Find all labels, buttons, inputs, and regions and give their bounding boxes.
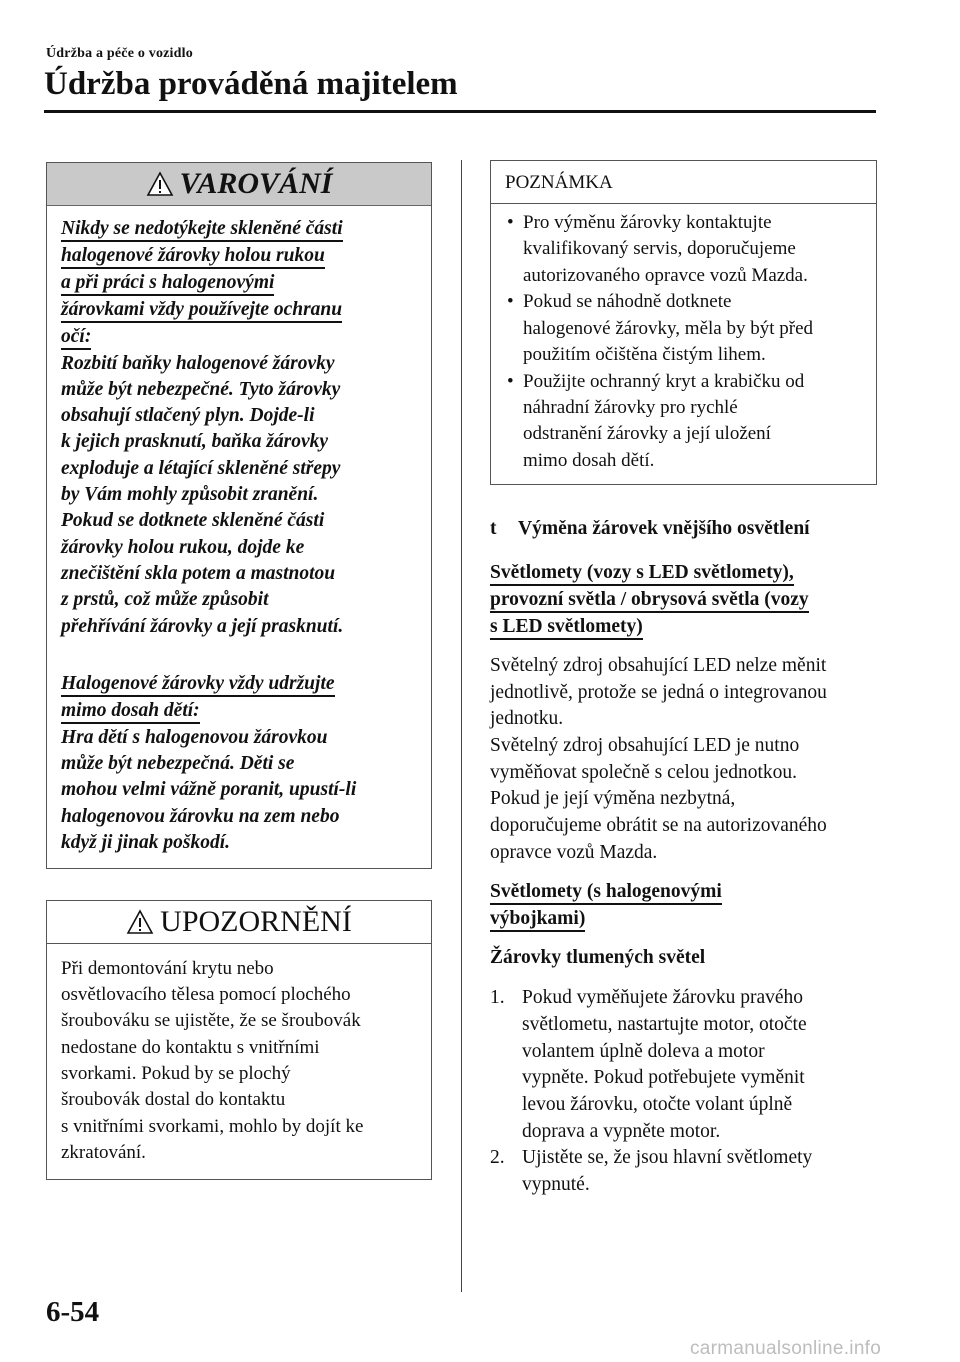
note-divider (491, 203, 876, 204)
warning-triangle-icon (146, 171, 174, 197)
warning-text-line: žárovkami vždy používejte ochranu (61, 299, 342, 323)
warning-text-line: znečištění skla potem a mastnotou (61, 563, 336, 584)
warning-text-line: z prstů, což může způsobit (61, 589, 269, 610)
step-text-line: vypněte. Pokud potřebujete vyměnit (522, 1067, 805, 1088)
step-number: 2. (490, 1147, 505, 1168)
caution-text-line: osvětlovacího tělesa pomocí plochého (61, 984, 351, 1005)
halogen-heading-line: výbojkami) (490, 908, 585, 932)
caution-text-line: šroubovák dostal do kontaktu (61, 1089, 286, 1110)
note-box (490, 160, 877, 485)
note-text-line: autorizovaného opravce vozů Mazda. (523, 265, 808, 286)
column-divider (461, 160, 462, 1292)
warning-text-line: by Vám mohly způsobit zranění. (61, 484, 319, 505)
note-text-line: kvalifikovaný servis, doporučujeme (523, 238, 796, 259)
section-title: Výměna žárovek vnějšího osvětlení (518, 518, 810, 539)
bullet-icon: • (507, 291, 514, 312)
watermark: carmanualsonline.info (690, 1338, 882, 1359)
caution-text-line: svorkami. Pokud by se plochý (61, 1063, 291, 1084)
warning-text-line: očí: (61, 326, 91, 350)
led-heading-line: s LED světlomety) (490, 616, 643, 640)
halogen-subheading: Žárovky tlumených světel (490, 947, 706, 968)
warning-text-line: Halogenové žárovky vždy udržujte (61, 673, 335, 697)
warning-text-line: halogenovou žárovku na zem nebo (61, 806, 340, 827)
warning-text-line: žárovky holou rukou, dojde ke (61, 537, 305, 558)
caution-text-line: zkratování. (61, 1142, 146, 1163)
caution-divider (47, 943, 431, 944)
led-body-line: Pokud je její výměna nezbytná, (490, 788, 736, 809)
note-text-line: Pro výměnu žárovky kontaktujte (523, 212, 772, 233)
note-text-line: použitím očištěna čistým lihem. (523, 344, 766, 365)
led-body-line: jednotku. (490, 708, 564, 729)
warning-text-line: když ji jinak poškodí. (61, 832, 231, 853)
section-marker: t (490, 518, 497, 539)
warning-text-line: Nikdy se nedotýkejte skleněné části (61, 218, 343, 242)
led-body-line: jednotlivě, protože se jedná o integrovanou (490, 682, 827, 703)
warning-text-line: k jejich prasknutí, baňka žárovky (61, 431, 329, 452)
step-text-line: volantem úplně doleva a motor (522, 1041, 765, 1062)
caution-box (46, 900, 432, 1180)
caution-text-line: s vnitřními svorkami, mohlo by dojít ke (61, 1116, 364, 1137)
warning-header (47, 163, 431, 206)
led-body-line: Světelný zdroj obsahující LED je nutno (490, 735, 800, 756)
note-title: POZNÁMKA (505, 172, 613, 193)
warning-title: VAROVÁNÍ (179, 167, 333, 200)
step-number: 1. (490, 987, 505, 1008)
note-text-line: náhradní žárovky pro rychlé (523, 397, 738, 418)
led-body-line: Světelný zdroj obsahující LED nelze měnit (490, 655, 827, 676)
step-text-line: doprava a vypněte motor. (522, 1121, 721, 1142)
step-text-line: vypnuté. (522, 1174, 590, 1195)
note-text-line: Pokud se náhodně dotknete (523, 291, 732, 312)
led-body-line: doporučujeme obrátit se na autorizovaného (490, 815, 827, 836)
page-number: 6-54 (46, 1296, 100, 1328)
led-heading-line: provozní světla / obrysová světla (vozy (490, 589, 809, 613)
header-divider (44, 110, 876, 113)
page-title: Údržba prováděná majitelem (44, 66, 458, 102)
bullet-icon: • (507, 212, 514, 233)
warning-text-line: obsahují stlačený plyn. Dojde-li (61, 405, 315, 426)
bullet-icon: • (507, 371, 514, 392)
step-text-line: Pokud vyměňujete žárovku pravého (522, 987, 804, 1008)
warning-text-line: Rozbití baňky halogenové žárovky (61, 353, 335, 374)
warning-triangle-icon (126, 909, 154, 935)
note-text-line: mimo dosah dětí. (523, 450, 655, 471)
warning-text-line: může být nebezpečné. Tyto žárovky (61, 379, 341, 400)
warning-box (46, 162, 432, 869)
warning-text-line: Hra dětí s halogenovou žárovkou (61, 727, 328, 748)
step-text-line: světlometu, nastartujte motor, otočte (522, 1014, 807, 1035)
step-text-line: Ujistěte se, že jsou hlavní světlomety (522, 1147, 813, 1168)
warning-text-line: halogenové žárovky holou rukou (61, 245, 325, 269)
warning-text-line: a při práci s halogenovými (61, 272, 274, 296)
breadcrumb: Údržba a péče o vozidlo (46, 46, 193, 61)
caution-header (47, 901, 431, 943)
caution-text-line: nedostane do kontaktu s vnitřními (61, 1037, 320, 1058)
step-text-line: levou žárovku, otočte volant úplně (522, 1094, 793, 1115)
caution-text-line: šroubováku se ujistěte, že se šroubovák (61, 1010, 361, 1031)
halogen-heading-line: Světlomety (s halogenovými (490, 881, 722, 905)
warning-text-line: Pokud se dotknete skleněné části (61, 510, 325, 531)
note-text-line: Použijte ochranný kryt a krabičku od (523, 371, 805, 392)
caution-text-line: Při demontování krytu nebo (61, 958, 274, 979)
caution-title: UPOZORNĚNÍ (160, 905, 352, 938)
note-text-line: odstranění žárovky a její uložení (523, 423, 771, 444)
warning-text-line: mimo dosah dětí: (61, 700, 200, 724)
warning-text-line: exploduje a létající skleněné střepy (61, 458, 341, 479)
led-body-line: opravce vozů Mazda. (490, 842, 658, 863)
note-text-line: halogenové žárovky, měla by být před (523, 318, 814, 339)
led-body-line: vyměňovat společně s celou jednotkou. (490, 762, 798, 783)
led-heading-line: Světlomety (vozy s LED světlomety), (490, 562, 794, 586)
warning-text-line: může být nebezpečná. Děti se (61, 753, 295, 774)
warning-text-line: přehřívání žárovky a její prasknutí. (61, 616, 344, 637)
warning-text-line: mohou velmi vážně poranit, upustí-li (61, 779, 357, 800)
